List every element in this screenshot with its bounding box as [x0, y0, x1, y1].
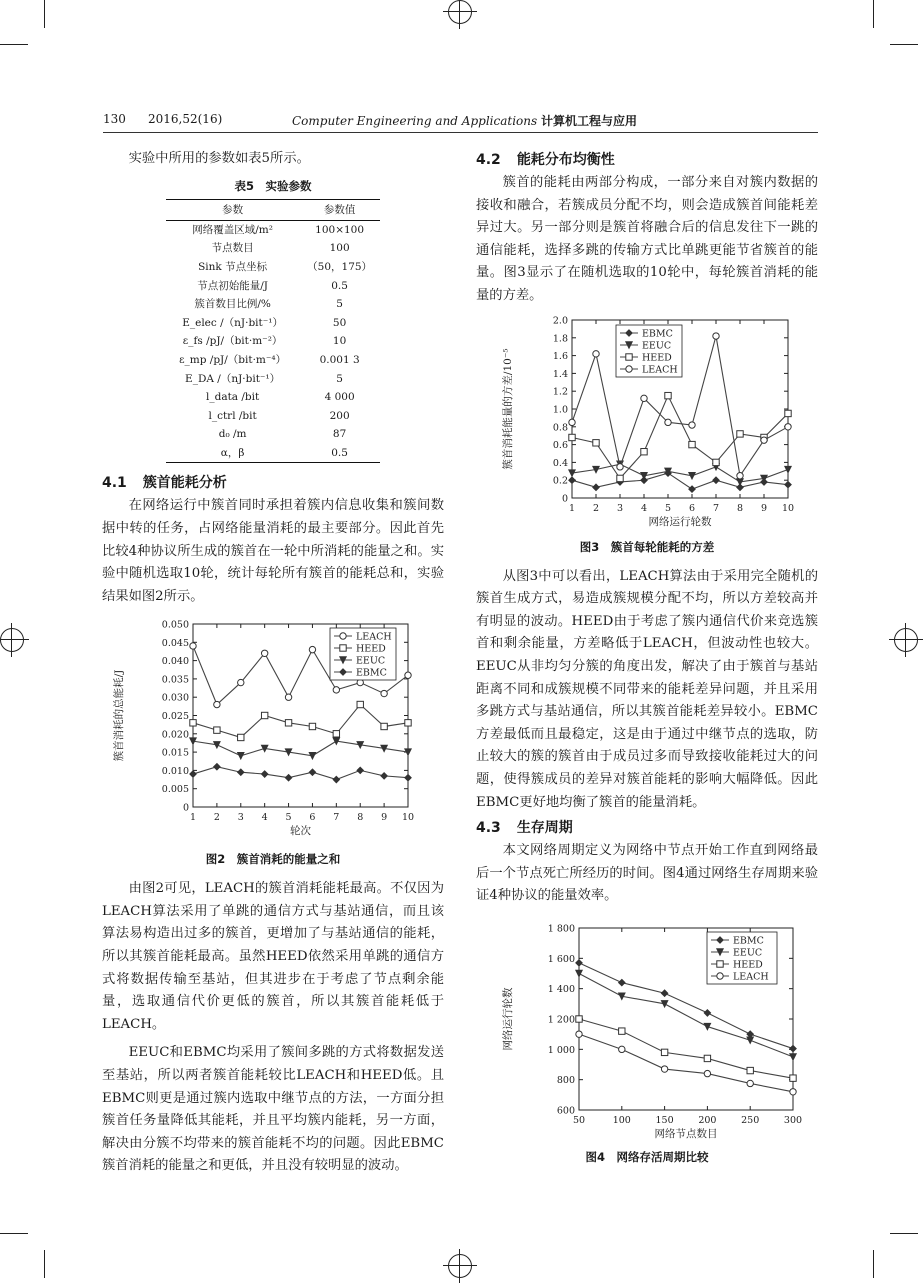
table-row — [166, 351, 380, 370]
x-tick-label: 10 — [401, 812, 415, 824]
data-point — [747, 1080, 753, 1086]
table-row — [166, 239, 380, 258]
data-point — [190, 720, 196, 726]
y-tick-label: 0.035 — [161, 674, 189, 686]
series-line — [572, 464, 788, 482]
x-tick-label: 3 — [616, 502, 624, 514]
section-title: 能耗分布均衡性 — [516, 152, 615, 168]
parameter-name: 网络覆盖区域/m² — [192, 223, 273, 236]
x-tick-label: 1 — [568, 502, 576, 514]
data-point — [214, 764, 220, 770]
y-tick-label: 0.6 — [552, 439, 568, 451]
data-point — [190, 643, 196, 649]
data-point — [569, 477, 575, 483]
y-tick-label: 800 — [556, 1075, 575, 1087]
data-point — [285, 720, 291, 726]
y-tick-label: 0.005 — [161, 784, 189, 796]
data-point — [261, 771, 267, 777]
x-tick-label: 5 — [664, 502, 672, 514]
data-point — [357, 767, 363, 773]
legend-marker — [626, 353, 632, 359]
data-point — [785, 423, 791, 429]
y-tick-label: 0.2 — [552, 475, 568, 487]
data-point — [261, 650, 267, 656]
data-point — [381, 773, 387, 779]
data-point — [309, 769, 315, 775]
y-tick-label: 1 200 — [547, 1014, 575, 1026]
x-tick-label: 6 — [309, 812, 316, 824]
series-ebmc — [190, 764, 411, 783]
legend-label: LEACH — [642, 364, 678, 376]
data-point — [617, 475, 623, 481]
parameter-name: E_DA /（nJ·bit⁻¹） — [185, 372, 281, 385]
y-tick-label: 1 800 — [547, 923, 575, 935]
data-point — [689, 485, 695, 491]
fig3-caption: 图3 簇首每轮能耗的方差 — [579, 539, 715, 554]
data-point — [785, 481, 791, 487]
table-header: 参数 — [166, 199, 299, 220]
data-point — [576, 960, 582, 966]
legend-label: EBMC — [733, 935, 764, 947]
data-point — [593, 484, 599, 490]
x-tick-label: 5 — [285, 812, 292, 824]
series-leach — [576, 1031, 796, 1095]
parameter-value: 100×100 — [315, 223, 365, 236]
y-tick-label: 0 — [561, 493, 568, 505]
right-column — [476, 148, 818, 1166]
legend-label: LEACH — [356, 631, 392, 643]
data-point — [238, 753, 244, 759]
y-axis-label: 簇首消耗能量的方差/10⁻⁵ — [502, 347, 514, 470]
journal-title-cn: 计算机工程与应用 — [540, 114, 637, 128]
data-point — [285, 694, 291, 700]
data-point — [593, 439, 599, 445]
data-point — [747, 1067, 753, 1073]
parameter-value: 50 — [332, 316, 347, 329]
y-tick-label: 1.0 — [552, 404, 568, 416]
data-point — [576, 1031, 582, 1037]
legend-marker — [717, 973, 723, 979]
data-point — [405, 672, 411, 678]
data-point — [785, 466, 791, 472]
data-point — [619, 1028, 625, 1034]
crop-mark — [44, 1250, 45, 1278]
crop-mark — [0, 44, 28, 45]
x-tick-label: 8 — [357, 812, 364, 824]
registration-mark — [0, 628, 24, 652]
legend-label: EBMC — [356, 667, 387, 679]
data-point — [785, 410, 791, 416]
y-tick-label: 0.025 — [161, 711, 189, 723]
data-point — [790, 1054, 796, 1060]
series-line — [572, 395, 788, 478]
data-point — [747, 1037, 753, 1043]
data-point — [641, 448, 647, 454]
data-point — [704, 1070, 710, 1076]
registration-mark — [448, 1254, 472, 1278]
header-rule — [103, 132, 818, 133]
y-tick-label: 0.050 — [161, 619, 189, 631]
y-tick-label: 1.8 — [552, 332, 568, 344]
body-paragraph: 从图3中可以看出，LEACH算法由于采用完全随机的簇首生成方式，易造成簇规模分配不均，所以方差较高并有明显的波动。HEED由于考虑了簇内通信代价来竞选簇首和剩余能量，方差略低于LEACH，但波动性也较大。EEUC从非均匀分簇的角度出发，解决了由于簇首与基站距离不同和成簇规模不同带来的能耗差异问题，并且采用多跳方式与基站通信，所以其簇首能耗差异较小。EBMC方差最低而且最稳定，这是由于通过中继节点的选取，防止较大的簇的簇首由于成员过多而导致接收能耗过大的问题，使得簇成员的差异对簇首能耗的影响大幅降低。因此EBMC更好地均衡了簇首的能量消耗。 — [476, 568, 818, 810]
series-line — [579, 973, 793, 1056]
parameter-value: 0.5 — [299, 444, 380, 463]
parameter-name: E_elec /（nJ·bit⁻¹） — [182, 316, 284, 329]
data-point — [285, 775, 291, 781]
series-eeuc — [190, 738, 411, 759]
parameter-value: 4 000 — [324, 391, 355, 404]
series-line — [193, 705, 408, 738]
data-point — [713, 332, 719, 338]
data-point — [704, 1010, 710, 1016]
data-point — [190, 771, 196, 777]
data-point — [357, 702, 363, 708]
crop-mark — [873, 0, 874, 28]
left-column — [102, 148, 444, 1178]
legend-label: LEACH — [733, 971, 769, 983]
y-tick-label: 1 600 — [547, 953, 575, 965]
section-number: 4.3 — [476, 820, 501, 837]
legend-label: EEUC — [356, 655, 386, 667]
table-row — [166, 314, 380, 333]
series-line — [579, 1034, 793, 1092]
data-point — [737, 472, 743, 478]
data-point — [661, 1066, 667, 1072]
journal-title — [292, 112, 637, 129]
x-tick-label: 4 — [261, 812, 268, 824]
x-tick-label: 300 — [783, 1114, 803, 1126]
y-tick-label: 0.015 — [161, 747, 189, 759]
data-point — [619, 979, 625, 985]
crop-mark — [0, 1233, 28, 1234]
x-tick-label: 9 — [760, 502, 768, 514]
parameter-value: 100 — [329, 242, 350, 255]
x-tick-label: 200 — [698, 1114, 717, 1126]
y-axis-label: 簇首消耗的总能耗/J — [113, 669, 125, 762]
data-point — [665, 392, 671, 398]
x-tick-label: 250 — [741, 1114, 760, 1126]
y-tick-label: 1 400 — [547, 984, 575, 996]
y-tick-label: 0 — [182, 802, 189, 814]
section-4-1-heading — [102, 471, 444, 495]
y-tick-label: 1 000 — [547, 1044, 575, 1056]
x-axis-label: 网络节点数目 — [654, 1127, 718, 1140]
crop-mark — [890, 44, 918, 45]
series-line — [572, 473, 788, 489]
table-row — [166, 220, 380, 239]
table-row — [166, 425, 380, 444]
series-line — [579, 1019, 793, 1078]
table-header: 参数值 — [299, 199, 380, 220]
legend-label: HEED — [642, 352, 672, 364]
legend-marker — [717, 961, 723, 967]
series-line — [193, 741, 408, 756]
data-point — [333, 777, 339, 783]
data-point — [641, 395, 647, 401]
x-tick-label: 4 — [640, 502, 648, 514]
data-point — [238, 735, 244, 741]
parameter-value: 200 — [329, 409, 350, 422]
fig4-caption: 图4 网络存活周期比较 — [585, 1149, 709, 1164]
x-tick-label: 100 — [612, 1114, 631, 1126]
parameter-name: d₀ /m — [218, 428, 247, 441]
x-tick-label: 7 — [333, 812, 340, 824]
x-tick-label: 7 — [712, 502, 720, 514]
y-tick-label: 2.0 — [552, 315, 568, 327]
crop-mark — [890, 1233, 918, 1234]
data-point — [790, 1088, 796, 1094]
legend-marker — [626, 365, 632, 371]
y-tick-label: 0.020 — [161, 729, 189, 741]
legend-label: EEUC — [733, 947, 763, 959]
parameter-table-body — [166, 220, 380, 463]
x-tick-label: 6 — [688, 502, 696, 514]
series-heed — [190, 702, 411, 741]
x-tick-label: 10 — [781, 502, 795, 514]
table-row — [166, 407, 380, 426]
series-line — [193, 767, 408, 780]
parameter-name: l_ctrl /bit — [208, 409, 257, 422]
parameter-name: 簇首数目比例/% — [194, 298, 271, 311]
table-row — [166, 444, 380, 463]
data-point — [569, 419, 575, 425]
section-number: 4.2 — [476, 152, 501, 168]
data-point — [405, 775, 411, 781]
parameter-value: （50，175） — [307, 261, 373, 274]
y-tick-label: 0.010 — [161, 766, 189, 778]
data-point — [790, 1075, 796, 1081]
data-point — [576, 970, 582, 976]
x-tick-label: 9 — [381, 812, 388, 824]
registration-mark — [448, 0, 472, 24]
data-point — [238, 680, 244, 686]
data-point — [261, 713, 267, 719]
data-point — [737, 430, 743, 436]
fig4-chart — [497, 916, 803, 1146]
data-point — [576, 1016, 582, 1022]
data-point — [665, 419, 671, 425]
parameter-name: 节点数目 — [211, 242, 254, 255]
y-tick-label: 0.8 — [552, 421, 568, 433]
parameter-value: 87 — [332, 428, 347, 441]
data-point — [593, 350, 599, 356]
data-point — [214, 702, 220, 708]
crop-mark — [873, 1250, 874, 1278]
parameter-name: Sink 节点坐标 — [198, 261, 268, 274]
x-tick-label: 2 — [213, 812, 220, 824]
parameter-name: α，β — [166, 444, 299, 463]
parameter-value: 0.5 — [331, 279, 348, 292]
running-header — [103, 112, 818, 130]
section-4-3-heading — [476, 816, 818, 840]
x-axis-label: 网络运行轮数 — [648, 515, 712, 528]
parameter-name: ε_mp /pJ/（bit·m⁻⁴） — [179, 354, 287, 367]
fig2-chart — [108, 616, 438, 848]
table-row — [166, 388, 380, 407]
data-point — [405, 720, 411, 726]
data-point — [661, 990, 667, 996]
legend-label: EBMC — [642, 328, 673, 340]
x-tick-label: 8 — [736, 502, 744, 514]
section-title: 生存周期 — [516, 820, 573, 837]
registration-mark — [894, 628, 918, 652]
section-title: 簇首能耗分析 — [142, 475, 227, 492]
data-point — [309, 724, 315, 730]
parameter-name: 节点初始能量/J — [197, 279, 268, 292]
y-tick-label: 0.040 — [161, 656, 189, 668]
data-point — [617, 463, 623, 469]
data-point — [619, 1046, 625, 1052]
parameter-name: ε_fs /pJ/（bit·m⁻²） — [182, 335, 283, 348]
x-axis-label: 轮次 — [290, 825, 311, 838]
intro-paragraph: 实验中所用的参数如表5所示。 — [128, 151, 310, 166]
section-number: 4.1 — [102, 475, 127, 492]
legend-label: HEED — [733, 959, 763, 971]
x-tick-label: 50 — [572, 1114, 586, 1126]
table-row — [166, 258, 380, 277]
body-paragraph: 簇首的能耗由两部分构成，一部分来自对簇内数据的接收和融合，若簇成员分配不均，则会造成簇首间能耗差异过大。另一部分则是簇首将融合后的信息发往下一跳的通信能耗，选择多跳的传输方式比单跳更能节省簇首的能量。图3显示了在随机选取的10轮中，每轮簇首消耗的能量的方差。 — [476, 175, 818, 303]
legend-marker — [340, 633, 346, 639]
x-tick-label: 1 — [189, 812, 197, 824]
table-row — [166, 332, 380, 351]
data-point — [381, 724, 387, 730]
table-row — [166, 295, 380, 314]
data-point — [790, 1045, 796, 1051]
data-point — [214, 727, 220, 733]
data-point — [333, 687, 339, 693]
body-paragraph: 由图2可见，LEACH的簇首消耗能耗最高。不仅因为LEACH算法采用了单跳的通信方式与基站通信，而且该算法易构造出过多的簇首，更增加了与基站通信的能耗，所以其簇首能耗最高。虽然HEED依然采用单跳的通信方式将数据传输至基站，但其进步在于考虑了节点剩余能量，选取通信代价更低的簇首，所以其簇首能耗低于LEACH。 — [102, 881, 444, 1032]
y-tick-label: 0.4 — [552, 457, 568, 469]
section-4-2-heading — [476, 148, 818, 172]
data-point — [689, 421, 695, 427]
table5-caption: 表5 实验参数 — [234, 178, 312, 193]
y-tick-label: 1.2 — [552, 386, 568, 398]
data-point — [747, 1031, 753, 1037]
table-row — [166, 369, 380, 388]
table-row — [166, 276, 380, 295]
data-point — [569, 434, 575, 440]
body-paragraph: 在网络运行中簇首同时承担着簇内信息收集和簇间数据中转的任务，占网络能量消耗的最主要部分。因此首先比较4种协议所生成的簇首在一轮中所消耗的能量之和。实验中随机选取10轮，统计每轮所有簇首的能耗总和，实验结果如图2所示。 — [102, 498, 444, 604]
y-tick-label: 600 — [556, 1105, 575, 1117]
data-point — [333, 731, 339, 737]
data-point — [704, 1023, 710, 1029]
y-tick-label: 1.4 — [552, 368, 568, 380]
parameter-value: 5 — [336, 298, 343, 311]
y-axis-label: 网络运行轮数 — [502, 987, 514, 1051]
legend-label: HEED — [356, 643, 386, 655]
data-point — [309, 647, 315, 653]
data-point — [704, 1055, 710, 1061]
data-point — [381, 691, 387, 697]
y-tick-label: 0.030 — [161, 692, 189, 704]
data-point — [689, 441, 695, 447]
fig3-chart — [497, 314, 797, 536]
journal-title-en: Computer Engineering and Applications — [292, 114, 538, 128]
data-point — [713, 459, 719, 465]
x-tick-label: 2 — [592, 502, 600, 514]
parameter-value: 0.001 3 — [319, 354, 360, 367]
crop-mark — [44, 0, 45, 28]
data-point — [238, 769, 244, 775]
data-point — [661, 1049, 667, 1055]
y-tick-label: 0.045 — [161, 638, 189, 650]
legend-marker — [340, 645, 346, 651]
x-tick-label: 3 — [237, 812, 244, 824]
legend-label: EEUC — [642, 340, 672, 352]
data-point — [713, 477, 719, 483]
parameter-table — [166, 199, 380, 464]
page-number: 130 — [103, 112, 126, 126]
y-tick-label: 1.6 — [552, 350, 568, 362]
fig2-caption: 图2 簇首消耗的能量之和 — [205, 852, 341, 867]
data-point — [761, 437, 767, 443]
parameter-name: l_data /bit — [205, 391, 260, 404]
parameter-value: 10 — [332, 335, 347, 348]
parameter-value: 5 — [336, 372, 343, 385]
issue-info: 2016,52(16) — [148, 112, 223, 126]
body-paragraph: 本文网络周期定义为网络中节点开始工作直到网络最后一个节点死亡所经历的时间。图4通过网络生存周期来验证4种协议的能量效率。 — [476, 843, 818, 904]
x-tick-label: 150 — [655, 1114, 674, 1126]
body-paragraph: EEUC和EBMC均采用了簇间多跳的方式将数据发送至基站，所以两者簇首能耗较比LEACH和HEED低。且EBMC则更是通过簇内选取中继节点的方法，一方面分担簇首任务量降低其能耗，并且平均簇内能耗，另一方面，解决由分簇不均带来的簇首能耗不均的问题。因此EBMC簇首消耗的能量之和更低，并且没有较明显的波动。 — [102, 1045, 444, 1174]
